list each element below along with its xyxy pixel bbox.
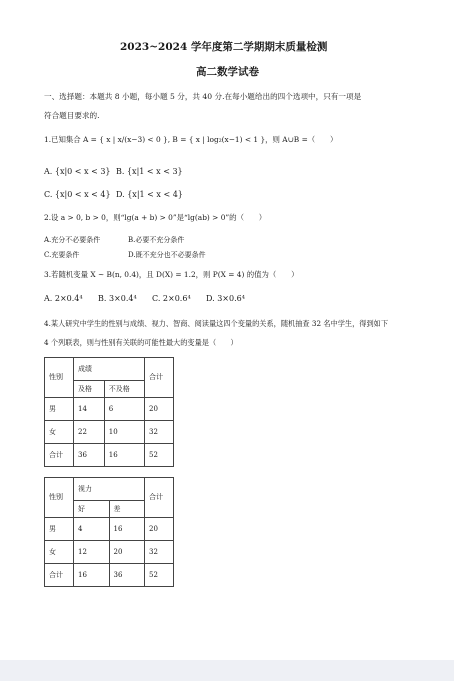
table1-cell: 10 [104,421,144,444]
table2-cell: 52 [145,564,174,587]
q3-option-b: B. 3×0.4⁴ [98,294,137,303]
table2-cell: 36 [109,564,145,587]
table1-cell: 22 [74,421,105,444]
table2-col1-header: 好 [74,501,110,518]
q2-option-c: C.充要条件 [44,251,80,259]
table2-cell: 32 [145,541,174,564]
table-row [45,541,174,564]
table1-row-label: 合计 [45,444,74,467]
table2-cell: 20 [109,541,145,564]
table2-row-label: 男 [45,518,74,541]
table-row [45,444,174,467]
contingency-table-grades [44,357,174,467]
table2-group-header: 视力 [74,478,145,501]
q3-option-a: A. 2×0.4⁴ [44,294,83,303]
q1-option-c: C. {x|0 < x < 4} [44,190,111,199]
table-row [45,398,174,421]
q1-option-a: A. {x|0 < x < 3} [44,167,111,176]
q1-stem: 1.已知集合 A = { x | x/(x−3) < 0 }, B = { x | log₂(x−1) < 1 }，则 A∪B =（ ） [44,135,338,144]
table1-cell: 52 [145,444,174,467]
table2-cell: 16 [109,518,145,541]
viewer-bottom-band [0,660,454,681]
table-row [45,518,174,541]
table2-total-header: 合计 [145,478,174,518]
q4-stem-line2: 4 个列联表，则与性别有关联的可能性最大的变量是（ ） [44,338,238,347]
table1-cell: 36 [74,444,105,467]
table2-row-label: 合计 [45,564,74,587]
table1-row-header: 性别 [45,358,74,398]
table1-cell: 6 [104,398,144,421]
q3-option-c: C. 2×0.6⁴ [152,294,191,303]
section-intro-line2: 符合题目要求的. [44,111,100,120]
q1-option-b: B. {x|1 < x < 3} [116,167,183,176]
table1-cell: 16 [104,444,144,467]
table1-row-label: 女 [45,421,74,444]
table2-cell: 4 [74,518,110,541]
table1-col1-header: 及格 [74,381,105,398]
table1-row-label: 男 [45,398,74,421]
q2-option-d: D.既不充分也不必要条件 [128,251,206,259]
table2-col2-header: 差 [109,501,145,518]
q3-stem: 3.若随机变量 X ~ B(n, 0.4)，且 D(X) = 1.2，则 P(X = 4) 的值为（ ） [44,270,299,279]
table1-cell: 14 [74,398,105,421]
q3-option-d: D. 3×0.6⁴ [206,294,245,303]
table-row [45,421,174,444]
table1-cell: 20 [145,398,174,421]
section-intro-line1: 一、选择题：本题共 8 小题，每小题 5 分，共 40 分.在每小题给出的四个选项中，只有一项是 [44,92,362,101]
table2-cell: 20 [145,518,174,541]
q2-option-b: B.必要不充分条件 [128,236,185,244]
subject-title: 高二数学试卷 [196,66,259,78]
q2-option-a: A.充分不必要条件 [44,236,101,244]
q1-option-d: D. {x|1 < x < 4} [116,190,183,199]
table1-cell: 32 [145,421,174,444]
table1-total-header: 合计 [145,358,174,398]
q4-stem-line1: 4.某人研究中学生的性别与成绩、视力、智商、阅读量这四个变量的关系，随机抽查 32 名中学生，得到如下 [44,319,389,328]
table2-cell: 16 [74,564,110,587]
q2-stem: 2.设 a > 0, b > 0，则“lg(a + b) > 0”是“lg(ab) > 0”的（ ） [44,213,267,222]
table2-row-header: 性别 [45,478,74,518]
table-row [45,564,174,587]
table1-group-header: 成绩 [74,358,145,381]
exam-title: 2023~2024 学年度第二学期期末质量检测 [120,41,328,53]
table2-cell: 12 [74,541,110,564]
table2-row-label: 女 [45,541,74,564]
table1-col2-header: 不及格 [104,381,144,398]
contingency-table-vision [44,477,174,587]
